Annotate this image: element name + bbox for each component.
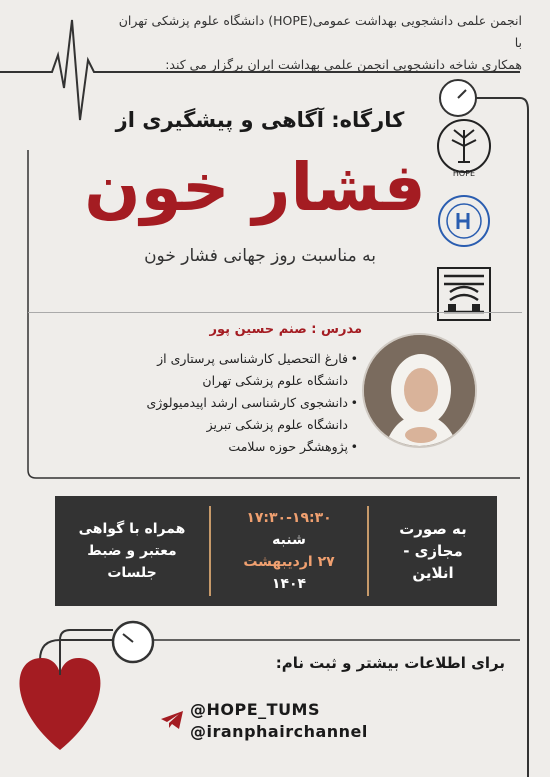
teacher-portrait — [364, 335, 477, 448]
heart-gauge-graphic — [0, 600, 170, 764]
event-date: ۲۷ اردیبهشت — [243, 554, 335, 570]
subtitle: به مناسبت روز جهانی فشار خون — [144, 246, 376, 266]
mode-line-3: انلاین — [412, 564, 454, 582]
hope-logo — [434, 118, 494, 178]
university-logo — [434, 264, 494, 324]
telegram-handle-channel[interactable]: @iranphairchannel — [190, 722, 368, 741]
bio-item: • پژوهشگر حوزه سلامت — [118, 436, 358, 458]
association-logo — [434, 191, 494, 251]
mode-line-2: مجازی - — [403, 542, 463, 560]
teacher-bio — [118, 348, 358, 458]
event-info-box — [55, 496, 497, 606]
bio-item: • دانشجوی کارشناسی ارشد اپیدمیولوژی دانشگاه علوم پزشکی تبریز — [118, 392, 358, 436]
section-divider — [28, 312, 522, 313]
teacher-name: مدرس : صنم حسین پور — [209, 322, 362, 337]
telegram-icon — [160, 710, 184, 730]
datetime-column — [209, 506, 369, 596]
intro-text — [110, 10, 522, 76]
bio-item: • فارغ التحصیل کارشناسی پرستاری از دانشگاه علوم پزشکی تهران — [118, 348, 358, 392]
intro-line-2: همکاری شاخه دانشجویی انجمن علمی بهداشت ایران برگزار می کند: — [165, 57, 522, 72]
intro-line-1: انجمن علمی دانشجویی بهداشت عمومی(HOPE) دانشگاه علوم پزشکی تهران با — [118, 13, 522, 50]
cert-line-1: همراه با گواهی — [78, 521, 186, 537]
event-day: شنبه — [272, 532, 306, 548]
mode-line-1: به صورت — [399, 520, 467, 538]
teacher-photo — [362, 333, 477, 448]
logo-column — [434, 118, 494, 337]
registration-title: برای اطلاعات بیشتر و ثبت نام: — [275, 654, 505, 672]
hope-logo-text: HOPE — [452, 169, 476, 178]
event-year: ۱۴۰۴ — [271, 576, 307, 592]
cert-line-3: جلسات — [107, 565, 157, 581]
workshop-title: کارگاه: آگاهی و پیشگیری از — [115, 108, 405, 132]
cert-line-2: معتبر و ضبط — [87, 543, 177, 559]
mode-column — [369, 496, 497, 606]
telegram-handle-hope[interactable]: @HOPE_TUMS — [190, 700, 320, 719]
main-title: فشار خون — [84, 149, 426, 226]
event-time: ۱۷:۳۰-۱۹:۳۰ — [246, 510, 332, 526]
certificate-column — [55, 496, 209, 606]
